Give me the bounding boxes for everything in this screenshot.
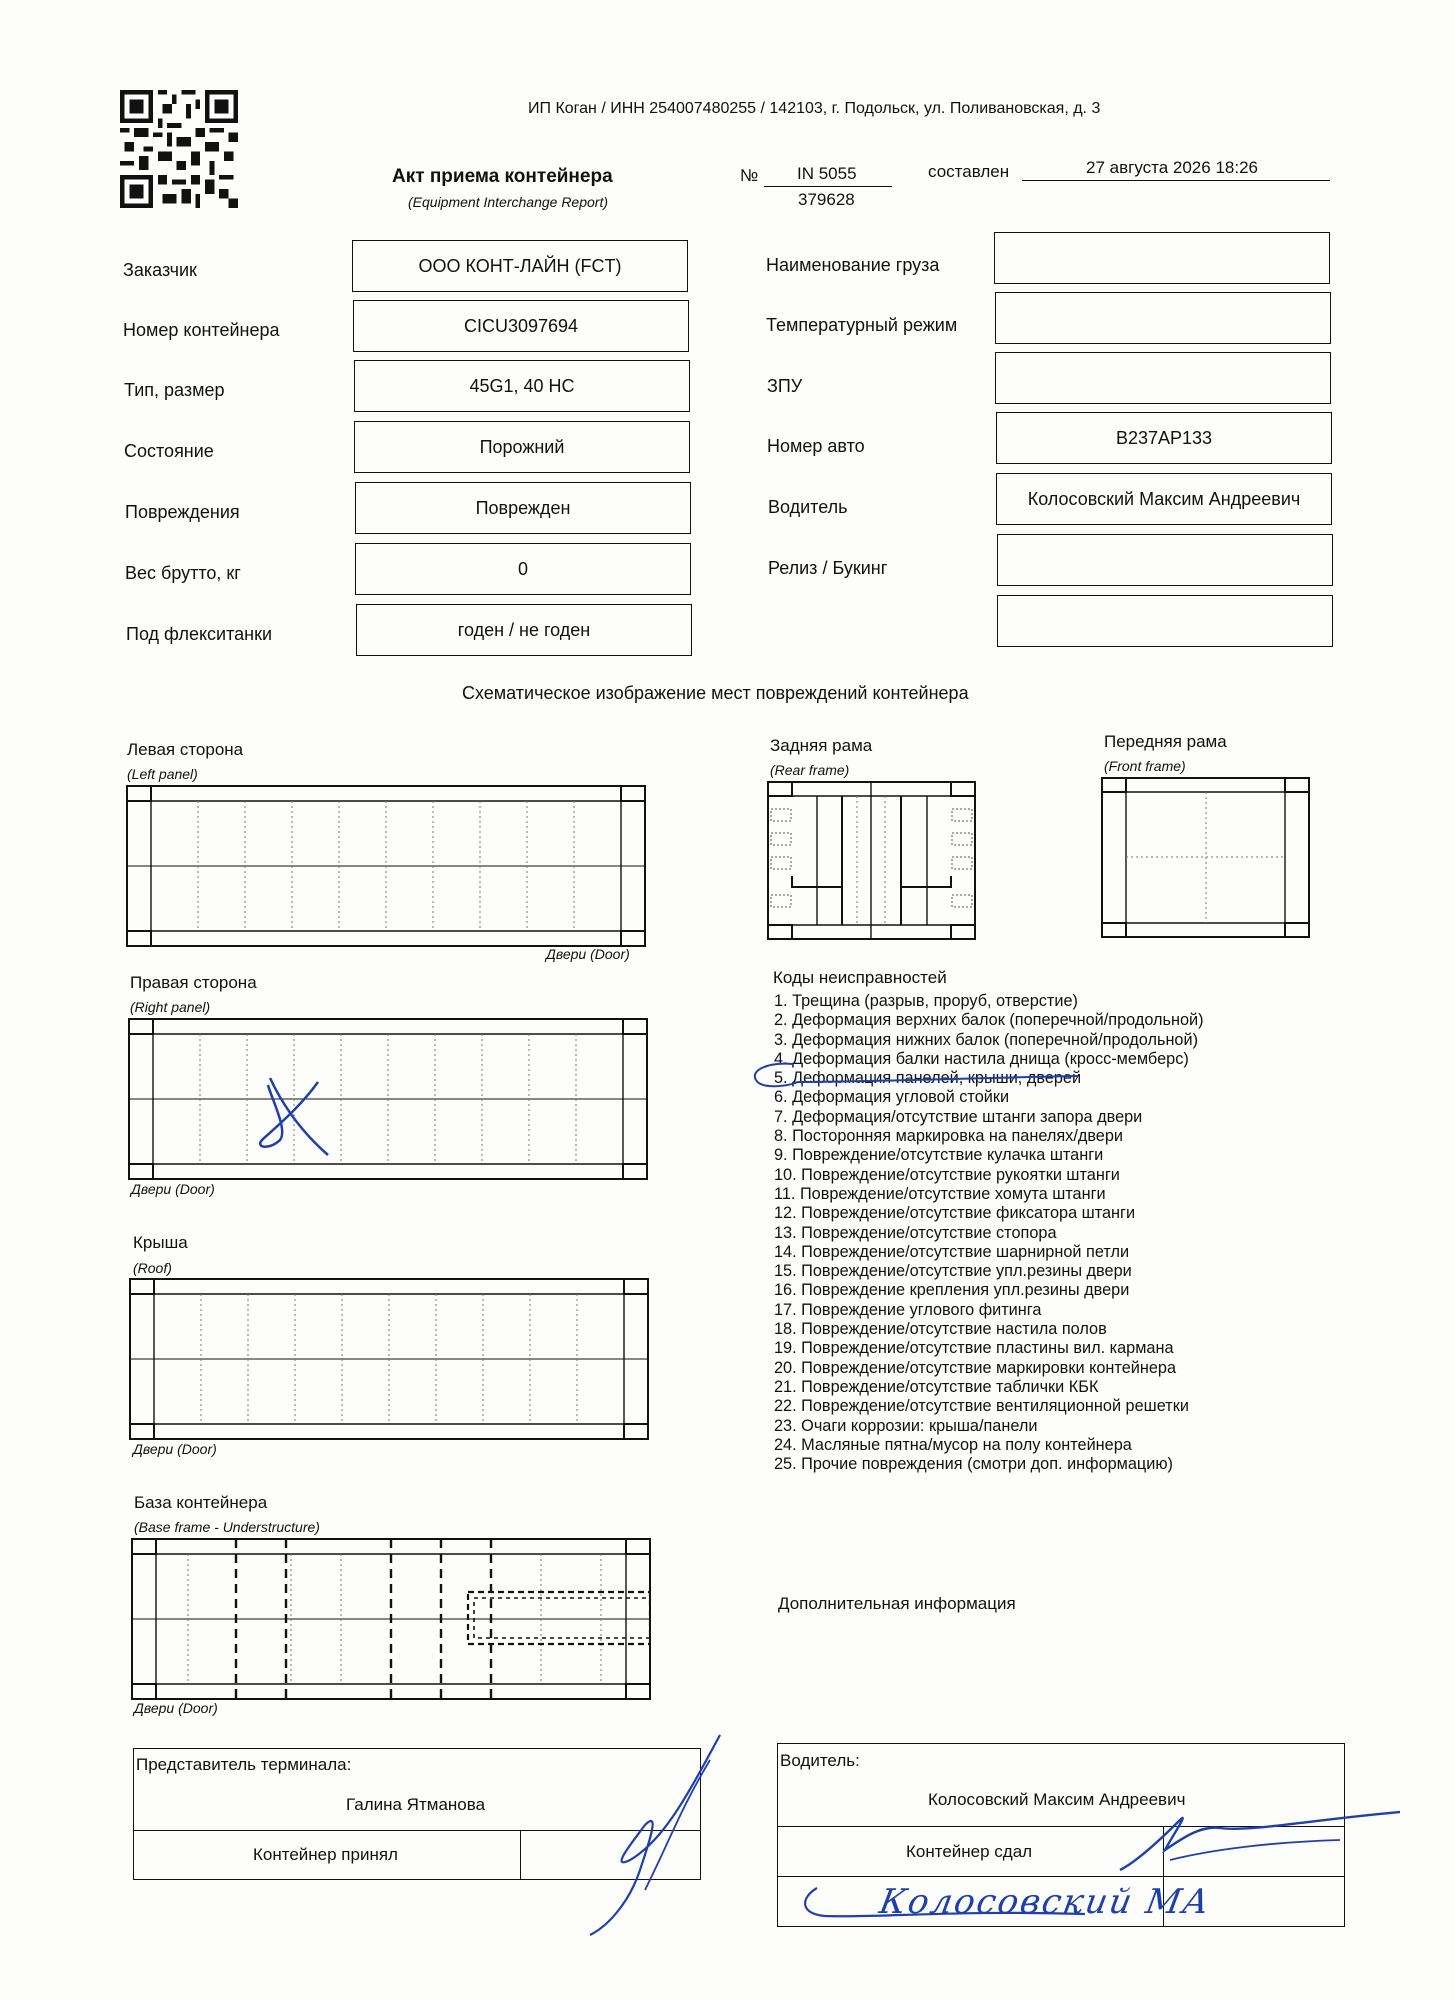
code-item: 11. Повреждение/отсутствие хомута штанги: [774, 1184, 1106, 1203]
roof-diagram[interactable]: [129, 1278, 649, 1440]
code-item: 24. Масляные пятна/мусор на полу контейнера: [774, 1435, 1132, 1454]
base-door: Двери (Door): [134, 1700, 218, 1716]
code-item: 9. Повреждение/отсутствие кулачка штанги: [774, 1146, 1104, 1165]
code-item: 15. Повреждение/отсутствие упл.резины двери: [774, 1262, 1132, 1281]
code-item: 22. Повреждение/отсутствие вентиляционной решетки: [774, 1397, 1189, 1416]
field-temperature[interactable]: [995, 292, 1331, 344]
code-item: 5. Деформация панелей, крыши, дверей: [774, 1069, 1082, 1088]
code-item: 21. Повреждение/отсутствие таблички КБК: [774, 1377, 1099, 1396]
code-item: 25. Прочие повреждения (смотри доп. информацию): [774, 1455, 1173, 1474]
field-extra[interactable]: [997, 595, 1333, 647]
field-label-truck-number: Номер авто: [767, 436, 865, 456]
code-item: 13. Повреждение/отсутствие стопора: [774, 1223, 1057, 1242]
field-release-booking[interactable]: [997, 534, 1333, 586]
terminal-name: Галина Ятманова: [346, 1795, 486, 1814]
terminal-signature: [570, 1730, 750, 1940]
field-damage[interactable]: Поврежден: [355, 482, 691, 534]
qr-code: [118, 90, 240, 208]
field-driver[interactable]: Колосовский Максим Андреевич: [996, 473, 1332, 525]
rear-frame-diagram[interactable]: [767, 781, 977, 941]
field-label-release-booking: Релиз / Букинг: [768, 558, 888, 578]
driver-handwritten-name: Колосовский МА: [876, 1882, 1215, 1922]
code-item: 7. Деформация/отсутствие штанги запора двери: [774, 1107, 1143, 1126]
composed-value: 27 августа 2026 18:26: [1086, 158, 1258, 177]
driver-signature-underline: [795, 1880, 1095, 1930]
driver-signature: [1110, 1790, 1410, 1880]
number-value: IN 5055: [797, 164, 857, 183]
scheme-title: Схематическое изображение мест повреждений контейнера: [462, 683, 969, 703]
left-panel-title: Левая сторона: [127, 740, 244, 759]
code-item: 16. Повреждение крепления упл.резины двери: [774, 1281, 1130, 1300]
doc-subtitle: (Equipment Interchange Report): [408, 194, 608, 210]
field-label-temperature: Температурный режим: [766, 315, 958, 335]
front-frame-diagram[interactable]: [1101, 777, 1311, 939]
field-flexitank[interactable]: годен / не годен: [356, 604, 692, 656]
field-label-condition: Состояние: [124, 441, 214, 461]
base-diagram[interactable]: [131, 1538, 651, 1700]
field-label-container-number: Номер контейнера: [123, 320, 280, 340]
field-condition[interactable]: Порожний: [354, 421, 690, 473]
field-type-size[interactable]: 45G1, 40 HC: [354, 360, 690, 412]
right-panel-diagram[interactable]: [128, 1018, 648, 1180]
field-label-type-size: Тип, размер: [124, 380, 225, 400]
roof-title: Крыша: [133, 1233, 188, 1252]
number-sub: 379628: [798, 190, 855, 209]
company-line: ИП Коган / ИНН 254007480255 / 142103, г. Подольск, ул. Поливановская, д. 3: [528, 100, 1101, 117]
code-item: 14. Повреждение/отсутствие шарнирной петли: [774, 1242, 1130, 1261]
code-item: 4. Деформация балки настила днища (кросс-мемберс): [774, 1049, 1189, 1068]
left-panel-subtitle: (Left panel): [127, 766, 198, 782]
field-label-flexitank: Под флекситанки: [126, 624, 273, 644]
rear-frame-title: Задняя рама: [770, 736, 873, 755]
right-panel-door: Двери (Door): [131, 1181, 215, 1197]
field-gross-weight[interactable]: 0: [355, 543, 691, 595]
damage-mark: [250, 1070, 340, 1160]
code-item: 17. Повреждение углового фитинга: [774, 1300, 1042, 1319]
field-customer[interactable]: ООО КОНТ-ЛАЙН (FCT): [352, 240, 688, 292]
roof-door: Двери (Door): [133, 1441, 217, 1457]
code-item: 18. Повреждение/отсутствие настила полов: [774, 1320, 1107, 1339]
composed-underline: [1022, 180, 1330, 181]
doc-title: Акт приема контейнера: [392, 166, 613, 187]
composed-label: составлен: [928, 162, 1010, 181]
front-frame-subtitle: (Front frame): [1104, 758, 1186, 774]
code-item: 8. Посторонняя маркировка на панелях/двери: [774, 1127, 1124, 1146]
roof-subtitle: (Roof): [133, 1260, 172, 1276]
code-item: 23. Очаги коррозии: крыша/панели: [774, 1416, 1038, 1435]
terminal-label: Представитель терминала:: [136, 1755, 352, 1774]
code-item: 6. Деформация угловой стойки: [774, 1088, 1010, 1107]
right-panel-subtitle: (Right panel): [130, 999, 211, 1015]
field-label-seal: ЗПУ: [767, 376, 803, 396]
field-cargo-name[interactable]: [994, 232, 1330, 284]
code-item: 3. Деформация нижних балок (поперечной/продольной): [774, 1030, 1199, 1049]
left-panel-door: Двери (Door): [546, 946, 630, 962]
base-subtitle: (Base frame - Understructure): [134, 1519, 320, 1535]
driver-name: Колосовский Максим Андреевич: [928, 1790, 1186, 1809]
rear-frame-subtitle: (Rear frame): [770, 762, 850, 778]
number-underline: [764, 186, 892, 187]
field-truck-number[interactable]: В237АР133: [996, 412, 1332, 464]
code-item: 10. Повреждение/отсутствие рукоятки штанги: [774, 1165, 1120, 1184]
code-item: 12. Повреждение/отсутствие фиксатора штанги: [774, 1204, 1136, 1223]
right-panel-title: Правая сторона: [130, 973, 257, 992]
number-label: №: [740, 166, 759, 185]
front-frame-title: Передняя рама: [1104, 732, 1227, 751]
field-label-cargo-name: Наименование груза: [766, 255, 940, 275]
field-label-damage: Повреждения: [125, 502, 240, 522]
terminal-vdivider: [520, 1830, 521, 1880]
code-item: 2. Деформация верхних балок (поперечной/продольной): [774, 1011, 1204, 1030]
driver-label: Водитель:: [780, 1751, 860, 1770]
codes-title: Коды неисправностей: [773, 968, 947, 987]
additional-info-label: Дополнительная информация: [778, 1594, 1016, 1613]
field-seal[interactable]: [995, 352, 1331, 404]
field-label-customer: Заказчик: [123, 260, 197, 280]
field-label-driver: Водитель: [768, 497, 848, 517]
code-highlight-mark: [748, 1060, 1108, 1096]
field-container-number[interactable]: CICU3097694: [353, 300, 689, 352]
driver-action: Контейнер сдал: [906, 1842, 1033, 1861]
base-title: База контейнера: [134, 1493, 268, 1512]
terminal-action: Контейнер принял: [253, 1845, 398, 1864]
code-item: 20. Повреждение/отсутствие маркировки контейнера: [774, 1358, 1176, 1377]
code-item: 1. Трещина (разрыв, проруб, отверстие): [774, 992, 1078, 1010]
field-label-gross-weight: Вес брутто, кг: [125, 563, 241, 583]
left-panel-diagram[interactable]: [126, 785, 646, 947]
code-item: 19. Повреждение/отсутствие пластины вил. кармана: [774, 1339, 1174, 1358]
